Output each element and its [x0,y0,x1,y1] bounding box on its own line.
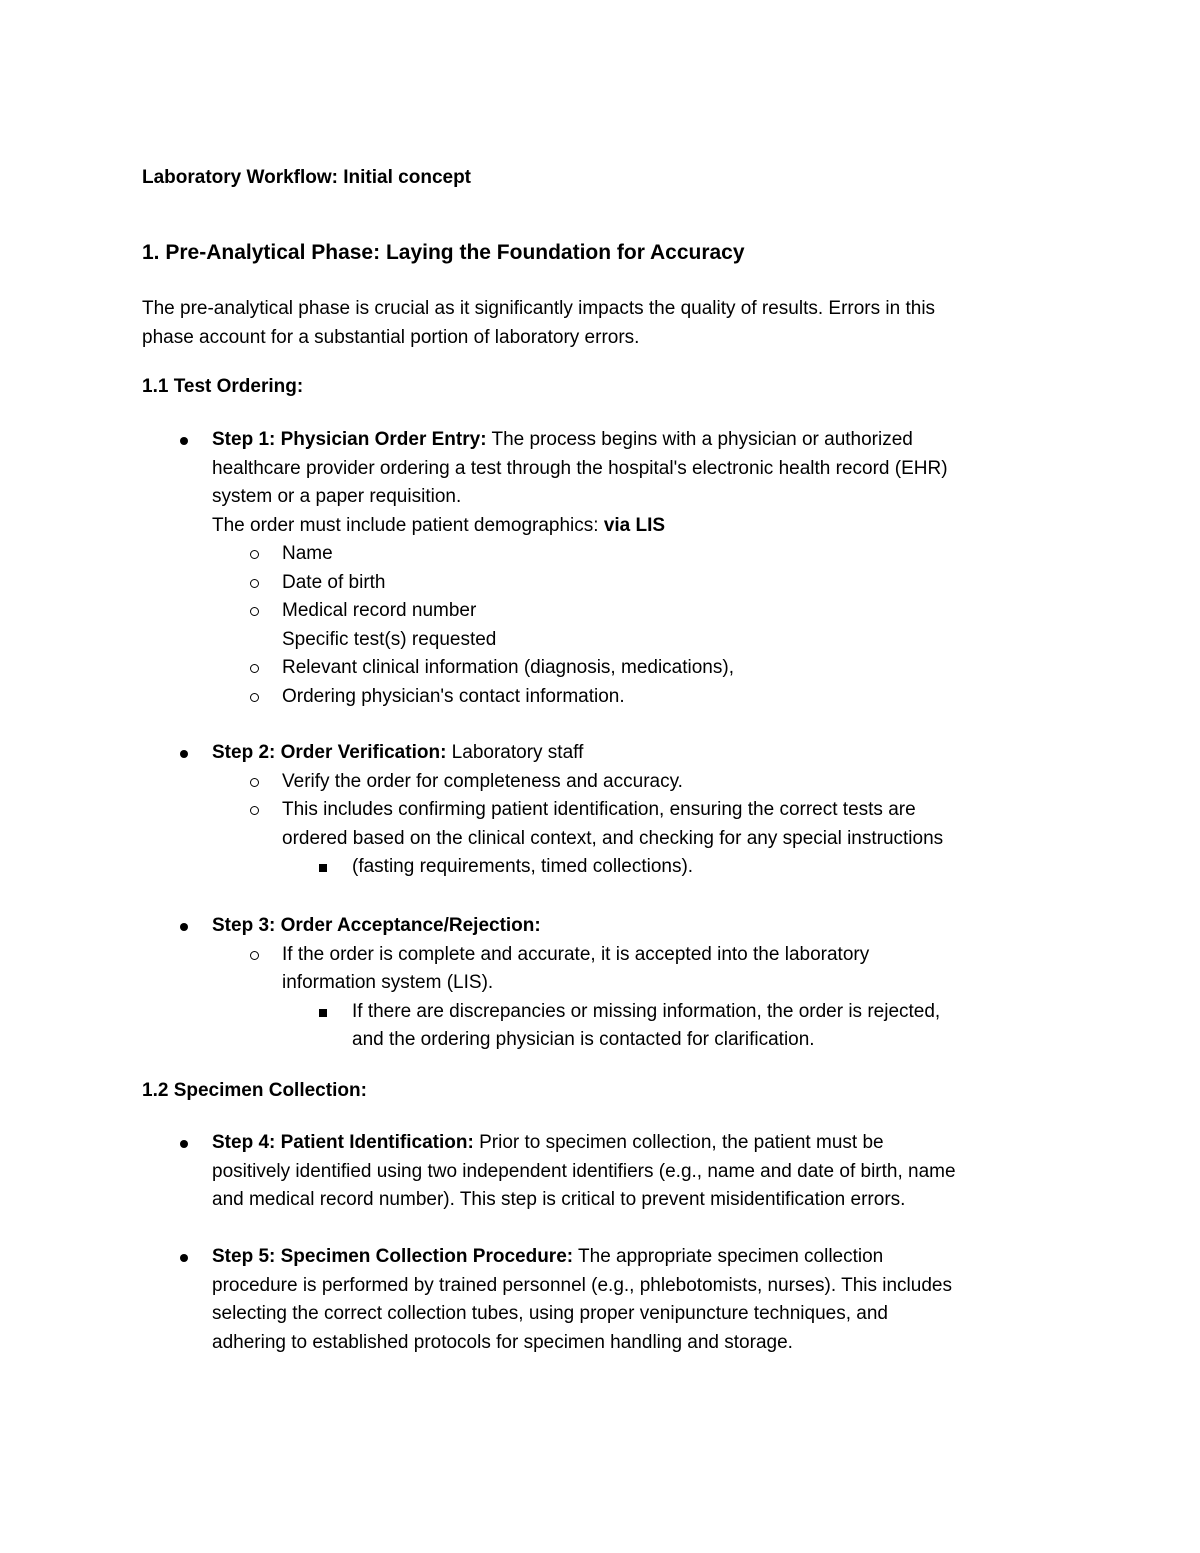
step-3-block [142,912,1072,1055]
list-item-text: Ordering physician's contact information. [282,685,625,707]
intro-paragraph [142,295,1062,352]
step-4-block [142,1129,1072,1215]
list-item [142,739,1072,768]
subheading-test-ordering: 1.1 Test Ordering: [142,376,304,397]
step-text-bold: via LIS [603,514,666,536]
step-text: Prior to specimen collection, the patient must be [473,1132,884,1153]
list-item-text: If the order is complete and accurate, it is accepted into the laboratory [282,943,870,965]
step-1-block [142,426,1072,711]
step-text: The appropriate specimen collection [573,1246,884,1267]
list-item [142,941,1072,970]
document-title: Laboratory Workflow: Initial concept [142,167,472,188]
step-text-line: positively identified using two independent identifiers (e.g., name and date of birth, name [212,1160,956,1182]
list-item [142,597,1072,626]
list-item-text: Relevant clinical information (diagnosis, medications), [282,657,734,678]
list-item [142,796,1072,825]
list-item [142,998,1072,1027]
step-text-line: selecting the correct collection tubes, using proper venipuncture techniques, and [212,1303,888,1324]
step-text: Laboratory staff [446,742,584,763]
step-text: The order must include patient demographics: [212,514,604,536]
step-text-line [142,512,1072,541]
list-item [142,683,1072,712]
step-text: The process begins with a physician or authorized [486,429,913,450]
list-item [142,569,1072,598]
step-5-block [142,1243,1072,1357]
step-2-block [142,739,1072,882]
intro-line: The pre-analytical phase is crucial as it significantly impacts the quality of results. Errors in this [142,298,936,319]
list-item [142,540,1072,569]
step-label: Step 3: Order Acceptance/Rejection: [212,915,541,936]
step-text-line: adhering to established protocols for specimen handling and storage. [212,1331,793,1353]
list-item [142,1129,1072,1158]
step-label: Step 1: Physician Order Entry: [212,429,487,450]
step-text-line: system or a paper requisition. [212,486,462,507]
list-item-text: (fasting requirements, timed collections). [352,856,694,877]
list-item-text: Name [282,543,333,564]
section-heading-pre-analytical: 1. Pre-Analytical Phase: Laying the Foundation for Accuracy [142,241,745,264]
step-label: Step 2: Order Verification: [212,742,447,763]
step-text-line: and medical record number). This step is critical to prevent misidentification errors. [212,1189,906,1210]
subheading-specimen-collection: 1.2 Specimen Collection: [142,1080,367,1101]
step-label: Step 4: Patient Identification: [212,1132,474,1153]
list-item [142,426,1072,455]
list-item-continuation: Specific test(s) requested [282,628,497,650]
list-item-continuation: and the ordering physician is contacted for clarification. [352,1029,815,1050]
step-text-line: procedure is performed by trained personnel (e.g., phlebotomists, nurses). This includes [212,1274,952,1296]
list-item-continuation: ordered based on the clinical context, and checking for any special instructions [282,827,944,849]
list-item [142,768,1072,797]
list-item-text: Verify the order for completeness and accuracy. [282,770,683,792]
list-item-text: If there are discrepancies or missing information, the order is rejected, [352,1000,941,1022]
intro-line: phase account for a substantial portion of laboratory errors. [142,326,640,348]
list-item [142,1243,1072,1272]
list-item-text: Medical record number [282,600,477,621]
list-item [142,853,1072,882]
list-item [142,654,1072,683]
list-item-text: This includes confirming patient identification, ensuring the correct tests are [282,799,916,820]
list-item [142,912,1072,941]
list-item-text: Date of birth [282,571,386,593]
step-label: Step 5: Specimen Collection Procedure: [212,1246,574,1267]
step-text-line: healthcare provider ordering a test through the hospital's electronic health record (EHR) [212,457,948,479]
list-item-continuation: information system (LIS). [282,972,494,993]
